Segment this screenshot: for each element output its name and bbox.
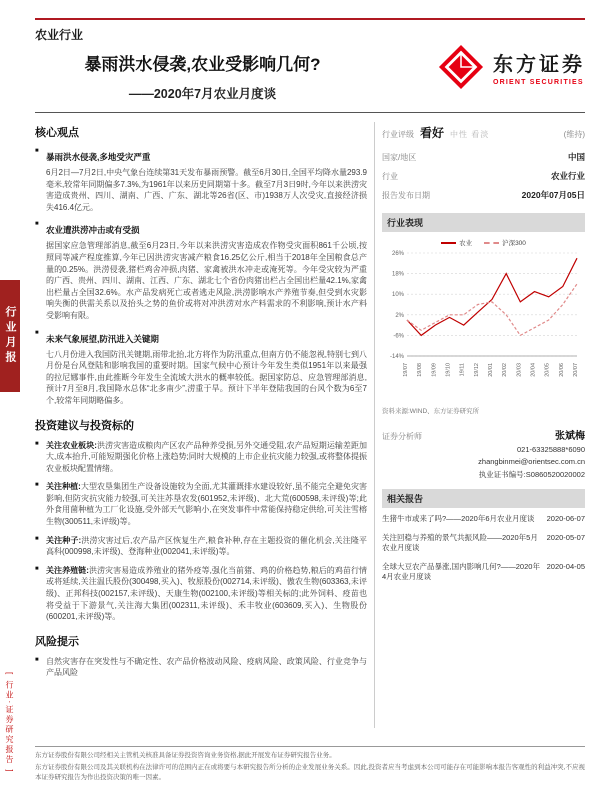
rating-label: 行业评级	[382, 130, 414, 139]
risk-point	[35, 656, 367, 679]
analyst-header: 证券分析师	[382, 432, 422, 441]
core-point	[35, 329, 367, 407]
invest-point-body: 大型农垦集团生产设备设施较为全面,尤其灌溉排水建设较好,虽不能完全避免灾害影响,但防灾抗灾能力较强,可关注苏垦农发(601952,未评级)、北大荒(600598,未评级)等;此外食用菌种植为工厂化设施,受外部天气影响小,在突发事件中常能保持稳定供给,可关注雪榕生物(300511,未评级)等。	[46, 482, 367, 527]
invest-point-body: 洪涝灾害易造成养殖业的猪外疫等,强化当前猪、鸡的价格趋势,粮后的鸡苗行情或将延续,关注温氏股份(300498,买入)、牧原股份(002714,未评级)、傲农生物(603363,未评级)、正邦科技(002157,未评级)、天康生物(002100,未评级)等相关标的;此外饲料、疫苗也将受益于下游景气,关注海大集团(002311,未评级)、禾丰牧业(603609,买入)、生物股份(600201,未评级)等。	[46, 565, 367, 622]
info-value: 中国	[567, 151, 585, 162]
info-value: 农业行业	[550, 170, 585, 181]
invest-point-body: 洪涝灾害造成粮肉产区农产品种养受损,另外交通受阻,农产品短期运输差距加大,成本抬升,可能短期强化价格上涨趋势;同时大规模的上市企业抗灾能力较强,或将整体提振农业板块配置情绪。	[46, 440, 367, 473]
industry-performance-chart	[382, 248, 585, 403]
rating-other-options: 中性 看淡	[450, 130, 490, 139]
svg-text:19/11: 19/11	[459, 363, 466, 377]
svg-text:20/07: 20/07	[573, 363, 579, 377]
related-report-item	[382, 514, 585, 525]
rating-status: (维持)	[563, 130, 585, 139]
core-point-title: 暴雨洪水侵袭,多地受灾严重	[46, 152, 151, 162]
bullet-icon: ■	[35, 221, 39, 228]
related-report-date: 2020-06-07	[546, 514, 585, 523]
analyst-block	[382, 427, 585, 480]
risk-heading: 风险提示	[35, 635, 79, 648]
info-row-country	[382, 147, 585, 166]
svg-text:18%: 18%	[391, 271, 404, 278]
disclaimer-footer	[35, 746, 585, 785]
related-report-item	[382, 562, 585, 583]
info-row-industry	[382, 166, 585, 185]
chart-source-note: 资料来源:WIND、东方证券研究所	[382, 408, 480, 415]
rating-value: 看好	[420, 126, 445, 140]
svg-text:-6%: -6%	[393, 333, 404, 340]
invest-point-lead: 关注种植:	[46, 482, 81, 492]
chart-legend: 农业 沪深300	[382, 238, 585, 247]
bullet-icon: ■	[35, 565, 39, 572]
bullet-icon: ■	[35, 148, 39, 154]
core-point-text: 七八月份进入我国防汛关键期,雨带北抬,北方将作为防汛重点,但南方仍不能忽视,特别七到八月份是台风登陆和影响我国的重要时期。国家气候中心预计今年发生类似1951年以来最强的拉尼娜事件,由此推断今年发生全流域大洪水的概率较低。据国家防总、应急管理部消息,预计7月至8月,我国降水总体“北多南少”,涝重于旱。预计下半年登陆我国的台风个数为6至7个,较常年同期略偏多。	[46, 349, 367, 405]
svg-text:20/04: 20/04	[530, 363, 537, 377]
report-subtitle: ——2020年7月农业月度谈	[128, 87, 277, 101]
disclaimer-line-1: 东方证券股份有限公司经相关主管机关核准具备证券投资咨询业务资格,据此开展发布证券研究报告业务。	[35, 752, 336, 759]
related-reports-header: 相关报告	[382, 489, 585, 508]
brand-logo-block	[438, 44, 585, 90]
analyst-name: 张斌梅	[555, 431, 585, 442]
side-label-report-type: [ 行业·证券研究报告 ]	[5, 672, 14, 774]
core-point-text: 6月2日—7月2日,中央气象台连续第31天发布暴雨预警。截至6月30日,全国平均降水量293.9毫米,较常年同期偏多7.3%,为1961年以来历史同期第十多。截至7月3日9时,今年以来洪涝灾害造成贵州、四川、湖南、广西、广东、湖北等26省(区、市)1938万人次受灾,直接经济损失416.4亿元。	[46, 168, 367, 212]
related-report-title: 生猪牛市或来了吗?——2020年6月农业月度谈	[382, 514, 535, 523]
svg-text:-14%: -14%	[389, 354, 404, 360]
related-report-title: 关注回稳与养殖的景气共振风险——2020年5月农业月度谈	[382, 532, 538, 552]
info-row-report-date	[382, 185, 585, 204]
svg-text:19/07: 19/07	[403, 363, 409, 377]
invest-point	[35, 565, 367, 623]
core-point-text: 据国家应急管理部消息,截至6月23日,今年以来洪涝灾害造成农作物受灾面积861千公顷,按照同等减产程度推算,今年已因洪涝灾害减产粮食16.25亿公斤,相当于2018年全国粮食总产量的0.25%。洪涝侵袭,猪栏鸡舍冲损,肉猪、家禽被洪水冲走或淹死等。今年受灾较为严重的广西、贵州、四川、湖南、江西、广东、湖北七个省份肉猪出栏占全国出栏量42.1%,家禽出栏量占全国32.6%。水产品发病死亡或者逃走风险,洪涝影响水产养殖节奏,但受到水灾影响失衡的供需关系以及抬头之势的鱼价或将对冲洪涝对水产料需求的不利影响,预计水产料受影响有限。	[46, 241, 367, 320]
bullet-icon: ■	[35, 482, 39, 489]
top-red-rule	[35, 18, 585, 20]
orient-securities-logo-icon	[438, 44, 484, 90]
svg-text:19/09: 19/09	[431, 363, 438, 377]
analyst-cert-label: 执业证书编号:	[478, 470, 526, 479]
svg-text:19/10: 19/10	[445, 363, 452, 377]
invest-point	[35, 535, 367, 558]
brand-name-cn: 东方证券	[493, 54, 585, 76]
svg-text:19/12: 19/12	[473, 363, 480, 377]
invest-point-body: 洪涝灾害过后,农产品产区恢复生产,粮食补种,存在主题投资的催化机会,关注隆平高科(000998,未评级)、登海种业(002041,未评级)等。	[46, 535, 367, 557]
analyst-phone: 021-63325888*6090	[517, 445, 585, 454]
related-report-date: 2020-05-07	[546, 532, 585, 542]
core-point	[35, 147, 367, 213]
svg-text:10%: 10%	[391, 292, 404, 299]
svg-text:26%: 26%	[391, 251, 404, 257]
industry-rating-row	[382, 122, 585, 147]
analyst-cert-row	[382, 469, 585, 480]
bullet-icon: ■	[35, 329, 39, 336]
report-body	[35, 124, 367, 686]
core-points-heading: 核心观点	[35, 127, 79, 139]
svg-text:20/02: 20/02	[502, 363, 509, 377]
column-divider	[374, 122, 375, 728]
core-point-title: 农业遭洪涝冲击或有受损	[46, 225, 140, 236]
invest-point	[35, 481, 367, 527]
core-point-title: 未来气象展望,防汛进入关键期	[46, 333, 159, 344]
info-label: 国家/地区	[382, 152, 417, 162]
brand-name-en: ORIENT SECURITIES	[493, 79, 584, 86]
brand-text	[493, 48, 585, 86]
analyst-cert-number: S0860520020002	[525, 470, 585, 479]
invest-point-text	[46, 440, 367, 475]
svg-text:20/03: 20/03	[516, 363, 523, 377]
svg-text:20/06: 20/06	[558, 363, 565, 377]
info-value: 2020年07月05日	[521, 189, 585, 200]
invest-point-text	[46, 481, 367, 527]
invest-point-text	[46, 565, 367, 623]
bullet-icon: ■	[35, 440, 39, 447]
header-divider	[35, 112, 585, 113]
svg-text:19/08: 19/08	[417, 363, 424, 377]
bullet-icon: ■	[35, 535, 39, 542]
svg-text:20/01: 20/01	[488, 363, 494, 377]
investment-heading: 投资建议与投资标的	[35, 419, 134, 432]
industry-performance-header: 行业表现	[382, 213, 585, 232]
disclaimer-line-2: 东方证券股份有限公司及其关联机构在法律许可的范围内正在或将要与本研究报告所分析的企业发展业务关系。因此,投资者应当考虑到本公司可能存在可能影响本报告客观性的利益冲突,不应视本证券研究报告为作出投资决策的唯一因素。	[35, 764, 585, 782]
related-report-date: 2020-04-05	[546, 561, 585, 571]
invest-point-text	[46, 535, 367, 558]
invest-point-lead: 关注种子:	[46, 535, 82, 545]
report-sidebar	[382, 122, 585, 591]
svg-text:2%: 2%	[395, 312, 404, 319]
invest-point-lead: 关注农业板块:	[46, 440, 97, 450]
analyst-email[interactable]: zhangbinmei@orientsec.com.cn	[478, 457, 585, 466]
invest-point-lead: 关注养殖链:	[46, 565, 89, 575]
risk-point-text: 自然灾害存在突发性与不确定性、农产品价格波动风险、疫病风险、政策风险、行业竞争与产品风险	[46, 656, 367, 678]
svg-text:20/05: 20/05	[544, 363, 551, 377]
side-tab-industry-monthly: 行业月报	[0, 280, 20, 392]
invest-point	[35, 440, 367, 475]
info-label: 报告发布日期	[382, 190, 430, 200]
bullet-icon: ■	[35, 656, 39, 663]
core-point	[35, 220, 367, 321]
related-report-title: 全球大豆农产品暴涨,国内影响几何?——2020年4月农业月度谈	[382, 561, 540, 581]
industry-label: 农业行业	[35, 28, 84, 42]
analyst-header-row	[382, 427, 585, 442]
report-title: 暴雨洪水侵袭,农业受影响几何?	[84, 55, 321, 74]
related-report-item	[382, 533, 585, 554]
info-label: 行业	[382, 171, 398, 181]
